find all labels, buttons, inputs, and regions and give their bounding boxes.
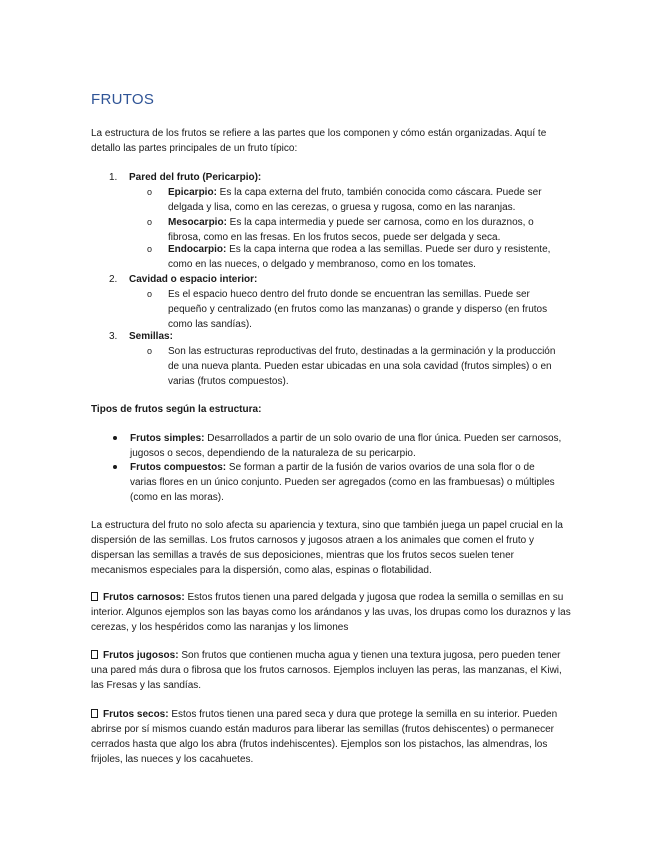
list-item-pericarp: 1. Pared del fruto (Pericarpio):: [109, 172, 262, 183]
type-item-compound: Frutos compuestos: Se forman a partir de la fusión de varios ovarios de una sola flor o de varias flores en un único conjunto. Pueden ser agregados (como en las frambuesas) o múltiples (como en las moras).: [113, 460, 563, 505]
page-title: FRUTOS: [91, 91, 155, 108]
circle-bullet-icon: o: [147, 217, 153, 227]
checkbox-glyph-icon: [91, 592, 98, 601]
list-item-label: Pared del fruto (Pericarpio):: [129, 172, 262, 183]
sub-item-endocarp: o Endocarpio: Es la capa interna que rodea a las semillas. Puede ser duro y resistente, como en las nueces, o delgado y membranoso, como en los tomates.: [147, 244, 551, 270]
dispersal-paragraph: La estructura del fruto no solo afecta su apariencia y textura, sino que también juega un papel crucial en la dispersión de las semillas. Los frutos carnosos y jugosos atraen a los animales que comen el fruto y dispersan las semillas a través de sus deposiciones, mientras que los frutos secos suelen tener mecanismos especiales para la dispersión, como alas, espinas o flotabilidad.: [91, 520, 563, 576]
types-heading: Tipos de frutos según la estructura:: [91, 404, 262, 415]
circle-bullet-icon: o: [147, 346, 153, 356]
list-item-label: Cavidad o espacio interior:: [129, 274, 258, 285]
sub-item-cavity: o Es el espacio hueco dentro del fruto donde se encuentran las semillas. Puede ser pequeño y centralizado (en frutos como las manzanas) o grande y disperso (en frutos como las sandías).: [147, 289, 548, 330]
bullet-dot-icon: [113, 465, 117, 469]
sub-item-seeds: o Son las estructuras reproductivas del fruto, destinadas a la germinación y la producción de una nueva planta. Pueden estar ubicadas en una sola cavidad (frutos simples) o en varias (frutos compuestos).: [147, 346, 556, 387]
circle-bullet-icon: o: [147, 187, 153, 197]
sub-item-mesocarp: o Mesocarpio: Es la capa intermedia y puede ser carnosa, como en los duraznos, o fibrosa, como en las fresas. En los frutos secos, puede ser delgada y seca.: [147, 217, 534, 243]
type-item-simple: Frutos simples: Desarrollados a partir de un solo ovario de una flor única. Pueden ser carnosos, jugosos o secos, dependiendo de la naturaleza de su pericarpio.: [113, 431, 563, 461]
checkbox-glyph-icon: [91, 650, 98, 659]
circle-bullet-icon: o: [147, 289, 153, 299]
sub-item-epicarp: o Epicarpio: Es la capa externa del fruto, también conocida como cáscara. Puede ser delgada y lisa, como en las cerezas, o gruesa y rugosa, como en las naranjas.: [147, 187, 542, 213]
bullet-dot-icon: [113, 436, 117, 440]
checkbox-glyph-icon: [91, 709, 98, 718]
list-item-cavity: 2. Cavidad o espacio interior:: [109, 274, 258, 285]
list-item-label: Semillas:: [129, 331, 173, 342]
dry-fruits-paragraph: Frutos secos: Estos frutos tienen una pared seca y dura que protege la semilla en su interior. Pueden abrirse por sí mismos cuando están maduros para liberar las semillas (frutos dehiscentes) o permanecer cerrados hasta que algo los abra (frutos indehiscentes). Ejemplos son los pistachos, las almendras, los frijoles, las nueces y los cacahuetes.: [91, 709, 558, 765]
intro-paragraph: La estructura de los frutos se refiere a las partes que los componen y cómo están organizadas. Aquí te detallo las partes principales de un fruto típico:: [91, 128, 547, 154]
circle-bullet-icon: o: [147, 244, 153, 254]
fleshy-fruits-paragraph: Frutos carnosos: Estos frutos tienen una pared delgada y jugosa que rodea la semilla o semillas en su interior. Algunos ejemplos son las bayas como los arándanos y las uvas, los drupas como los duraznos y las cerezas, y los hespéridos como las naranjas y los limones: [91, 592, 571, 633]
juicy-fruits-paragraph: Frutos jugosos: Son frutos que contienen mucha agua y tienen una textura jugosa, pero pueden tener una pared más dura o fibrosa que los frutos carnosos. Ejemplos incluyen las peras, las manzanas, el Kiwi, las Fresas y las sandías.: [91, 650, 562, 691]
list-item-seeds: 3. Semillas:: [109, 331, 173, 342]
